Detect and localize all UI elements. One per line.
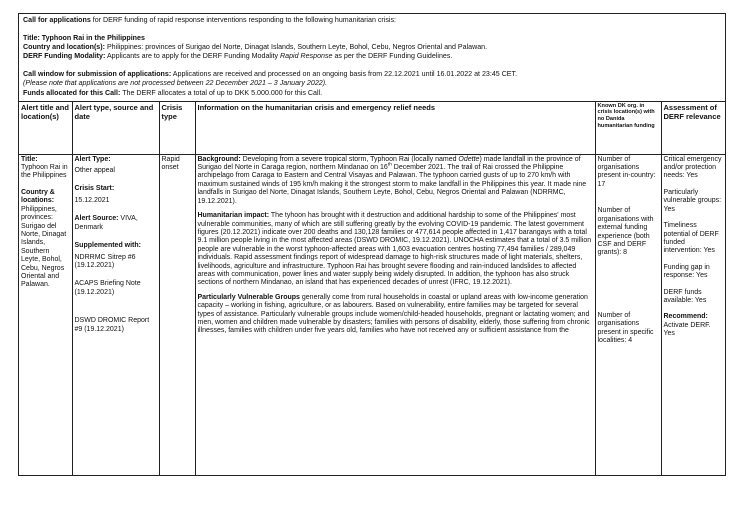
- header-alert-type: Alert type, source and date: [72, 101, 159, 154]
- call-label: Call for applications: [23, 16, 91, 24]
- window-text: Applications are received and processed on an ongoing basis from 22.12.2021 until 16.01.2022 at 23:45 CET.: [171, 70, 518, 79]
- cell-known-dk: [595, 154, 661, 475]
- country-text: Philippines: provinces of Surigao del Norte, Dinagat Islands, Southern Leyte, Bohol, Cebu, Negros Oriental and Palawan.: [104, 43, 488, 52]
- cell-alert-type: [72, 154, 159, 475]
- background-label: Background:: [197, 155, 241, 163]
- supplement-3: DSWD DROMIC Report #9 (19.12.2021): [74, 317, 150, 333]
- vulnerable-text: generally come from rural households in coastal or upland areas with low-income generation capacity – working in fishing, agriculture, or as labourers. Based on vulnerability, entire families may be targeted for several types of assistance. Particularly vulnerable groups include women/child-headed households, pregnant or lactating women; and men, women and children made vulnerable by disasters; families with persons of disability, elderly, those suffering from chronic illnesses, families with children under five years old, families who have not received any or sufficient assistance from the: [197, 293, 590, 335]
- funds-line: [23, 89, 721, 98]
- dk-item-1: Number of organisations present in-country: 17: [597, 155, 656, 188]
- header-known-dk: Known DK org. in crisis location(s) with no Danida humanitarian funding: [595, 101, 661, 154]
- window-note-text: (Please note that applications are not processed between 22 December 2021 – 3 January 2022).: [23, 79, 328, 88]
- call-line: [23, 16, 721, 25]
- recommend-value: Activate DERF. Yes: [663, 321, 711, 338]
- assess-item-3: Timeliness potential of DERF funded intervention: Yes: [663, 222, 719, 255]
- background-italic: Odette: [458, 155, 480, 163]
- call-text: for DERF funding of rapid response interventions responding to the following humanitarian crisis:: [90, 16, 396, 24]
- header-assessment: Assessment of DERF relevance: [661, 101, 725, 154]
- impact-label: Humanitarian impact:: [197, 212, 270, 220]
- supplemented-label: Supplemented with:: [74, 242, 141, 250]
- crisis-start-label: Crisis Start:: [74, 185, 115, 193]
- assess-item-5: DERF funds available: Yes: [663, 288, 707, 304]
- country-label-cell: Country & locations:: [21, 188, 55, 205]
- table-header-row: [19, 101, 725, 154]
- alert-table: [19, 101, 725, 475]
- cell-assessment: [661, 154, 725, 475]
- dk-item-2: Number of organisations with external funding experience (both CSF and DERF grants): 8: [597, 207, 654, 257]
- funds-text: The DERF allocates a total of up to DKK 5.000.000 for this Call.: [120, 88, 323, 97]
- header-alert-title: Alert title and location(s): [19, 101, 72, 154]
- title-line: [23, 34, 721, 43]
- alert-source-label: Alert Source:: [74, 215, 119, 223]
- assess-item-4: Funding gap in response: Yes: [663, 263, 710, 280]
- alert-source-value: VIVA, Denmark: [74, 215, 138, 231]
- vulnerable-paragraph: [198, 294, 593, 336]
- cell-info: [195, 154, 595, 475]
- modality-italic: Rapid Response: [280, 52, 333, 61]
- modality-line: [23, 52, 721, 61]
- window-line: [23, 70, 721, 79]
- call-document: [18, 13, 726, 476]
- background-sup: th: [387, 162, 392, 168]
- impact-paragraph: [198, 212, 593, 288]
- modality-tail: as per the DERF Funding Guidelines.: [332, 52, 453, 61]
- supplement-2: ACAPS Briefing Note (19.12.2021): [74, 280, 141, 296]
- assess-item-2: Particularly vulnerable groups: Yes: [663, 188, 722, 213]
- funds-label: Funds allocated for this Call:: [23, 88, 121, 97]
- alert-type-value: Other appeal: [74, 167, 115, 175]
- background-paragraph: [198, 156, 593, 206]
- crisis-start-value: 15.12.2021: [74, 196, 110, 204]
- assess-item-1: Critical emergency and/or protection needs: Yes: [663, 155, 722, 180]
- recommend-label: Recommend:: [663, 313, 708, 321]
- modality-text: Applicants are to apply for the DERF Funding Modality: [105, 52, 281, 61]
- dk-item-3: Number of organisations present in specific localities: 4: [597, 311, 654, 344]
- table-row: [19, 154, 725, 475]
- intro-section: [19, 14, 725, 101]
- title-label-cell: Title:: [21, 155, 38, 163]
- header-info: Information on the humanitarian crisis and emergency relief needs: [195, 101, 595, 154]
- background-text-a: Developing from a severe tropical storm, Typhoon Rai (locally named: [240, 155, 459, 163]
- vulnerable-label: Particularly Vulnerable Groups: [197, 293, 300, 301]
- modality-label: DERF Funding Modality:: [23, 52, 106, 61]
- header-crisis-type: Crisis type: [159, 101, 195, 154]
- country-label: Country and location(s):: [23, 43, 105, 52]
- window-note: [23, 79, 721, 88]
- supplement-1: NDRRMC Sitrep #6 (19.12.2021): [74, 253, 136, 269]
- title-value-cell: Typhoon Rai in the Philippines: [21, 164, 68, 180]
- background-text-b: ) made landfall in the province of Surigao del Norte in Caraga region, northern Mindanao on 16: [197, 155, 581, 172]
- alert-type-label: Alert Type:: [74, 155, 111, 163]
- background-text-c: December 2021. The trail of Rai crossed the Philippine archipelago from Caraga to Eastern and Central Visayas and Palawan. The typhoon carried gusts of up to 270 km/h with maximum sustained winds of 195 km/h making it the strongest storm to make landfall in the Philippines this year. It made nine landfalls in Surigao del Norte, Dinagat Islands, Southern Leyte, Bohol, Cebu, Negros Oriental and Palawan (NDRRMC, 19.12.2021).: [197, 164, 587, 205]
- impact-text: The tyhoon has brought with it destruction and additional hardship to some of the Philippines' most vulnerable communities, many of which are still suffering greatly by the evolving COVID-19 pandemic. The latest government figures (20.12.2021) indicate over 200 deaths and 130,128 families or 477,614 people affected in 1,417 barangays with a total 9.1 million people living in the most affected areas (DSWD DROMIC, 19.12.2021). UNOCHA estimates that a total of 3.5 million people are vulnerable in the worst typhoon-affected areas with 1,603 evacuation centres hosting 77,494 families / 289,049 individuals. Rapid assessment findings report of widespread damage to high-risk structures made of light materials, shelters, livelihoods, agriculture and infrastructure. Typhoon Rai has brought severe flooding and rain-induced landslides to affected areas with communication, power lines and water supply being widely disrupted. In addition, the typhoon has also struck sections of northern Mindanao, an island that has experienced decades of unrest (IFRC, 19.12.2021).: [197, 212, 592, 287]
- cell-alert-title: [19, 154, 72, 475]
- alert-source-line: [75, 215, 157, 232]
- country-value-cell: Philippines, provinces: Surigao del Norte, Dinagat Islands, Southern Leyte, Bohol, Cebu, Negros Oriental and Palawan.: [21, 205, 67, 289]
- cell-crisis-type: Rapid onset: [159, 154, 195, 475]
- country-line: [23, 43, 721, 52]
- title-label: Title: Typhoon Rai in the Philippines: [23, 34, 145, 43]
- window-label: Call window for submission of applications:: [23, 70, 172, 79]
